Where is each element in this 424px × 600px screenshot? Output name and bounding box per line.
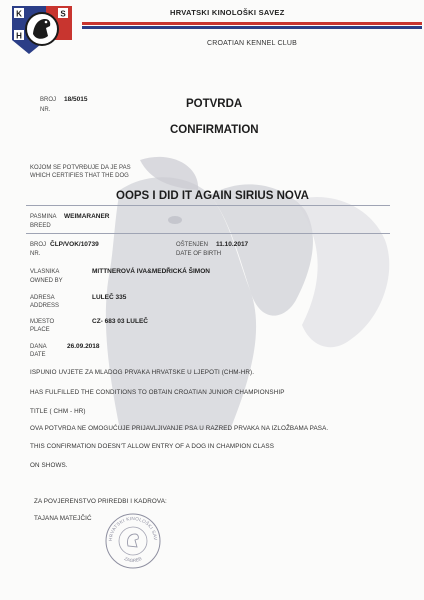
svg-text:HRVATSKI KINOLOŠKI SAVEZ [104, 512, 158, 541]
header-blue-stripe [82, 26, 422, 29]
committee-label: ZA POVJERENSTVO PRIREDBI I KADROVA: [34, 498, 167, 505]
breed-divider [26, 233, 390, 234]
club-name: HRVATSKI KINOLOŠKI SAVEZ [170, 8, 285, 17]
stamp-city: ZAGREB [123, 555, 143, 564]
registration-label-en: NR. [30, 251, 41, 257]
place-label: MJESTO [30, 319, 55, 325]
birth-label-en: DATE OF BIRTH [176, 251, 222, 257]
address-label-en: ADDRESS [30, 303, 60, 309]
place-value: CZ- 683 03 LULEČ [92, 318, 148, 325]
place-label-en: PLACE [30, 327, 50, 333]
number-label-en: NR. [40, 107, 51, 113]
number-label: BROJ [40, 97, 57, 103]
fulfilled-text: ISPUNIO UVJETE ZA MLADOG PRVAKA HRVATSKE U LJEPOTI (CHM-HR). [30, 369, 255, 376]
owner-label-en: OWNED BY [30, 278, 63, 284]
document-title: POTVRDA [186, 98, 243, 110]
certifies-text-en: WHICH CERTIFIES THAT THE DOG [30, 173, 129, 179]
breed-value: WEIMARANER [64, 213, 110, 220]
official-stamp [104, 512, 162, 570]
registration-label: BROJ [30, 242, 47, 248]
owner-label: VLASNIKA [30, 269, 60, 275]
svg-text:ZAGREB [124, 556, 143, 563]
date-value: 26.09.2018 [67, 343, 100, 350]
stamp-text: HRVATSKI KINOLOŠKI SAV [107, 515, 159, 542]
breed-label-en: BREED [30, 223, 51, 229]
restriction-text: OVA POTVRDA NE OMOGUĆUJE PRIJAVLJIVANJE PSA U RAZRED PRVAKA NA IZLOŽBAMA PASA. [30, 425, 329, 432]
restriction-text-en-cont: ON SHOWS. [30, 462, 68, 469]
dog-name: OOPS I DID IT AGAIN SIRIUS NOVA [116, 190, 309, 202]
address-label: ADRESA [30, 295, 55, 301]
address-value: LULEČ 335 [92, 294, 127, 301]
owner-value: MITTNEROVÁ IVA&MEDŘICKÁ ŠIMON [92, 268, 210, 275]
header-red-stripe [82, 22, 422, 25]
birth-value: 11.10.2017 [216, 241, 249, 248]
fulfilled-text-en: HAS FULFILLED THE CONDITIONS TO OBTAIN CROATIAN JUNIOR CHAMPIONSHIP [30, 389, 285, 396]
club-name-en: CROATIAN KENNEL CLUB [207, 40, 297, 47]
birth-label: OŠTENJEN [176, 242, 209, 248]
logo-letter-k: K [16, 9, 22, 19]
registration-value: ČLP/VOK/10739 [50, 241, 99, 248]
restriction-text-en: THIS CONFIRMATION DOESN'T ALLOW ENTRY OF A DOG IN CHAMPION CLASS [30, 443, 275, 450]
logo-letter-h: H [16, 31, 22, 41]
dog-name-underline [26, 205, 390, 206]
signatory-name: TAJANA MATEJČIĆ [34, 515, 92, 522]
logo-letter-s: S [60, 9, 66, 19]
date-label-en: DATE [30, 352, 46, 358]
title-text: TITLE ( CHM - HR) [30, 408, 86, 415]
date-label: DANA [30, 344, 47, 350]
number-value: 18/5015 [64, 96, 88, 103]
certifies-text: KOJOM SE POTVRĐUJE DA JE PAS [30, 165, 131, 171]
breed-label: PASMINA [30, 214, 57, 220]
kennel-club-logo [6, 2, 78, 58]
document-title-en: CONFIRMATION [170, 124, 259, 136]
